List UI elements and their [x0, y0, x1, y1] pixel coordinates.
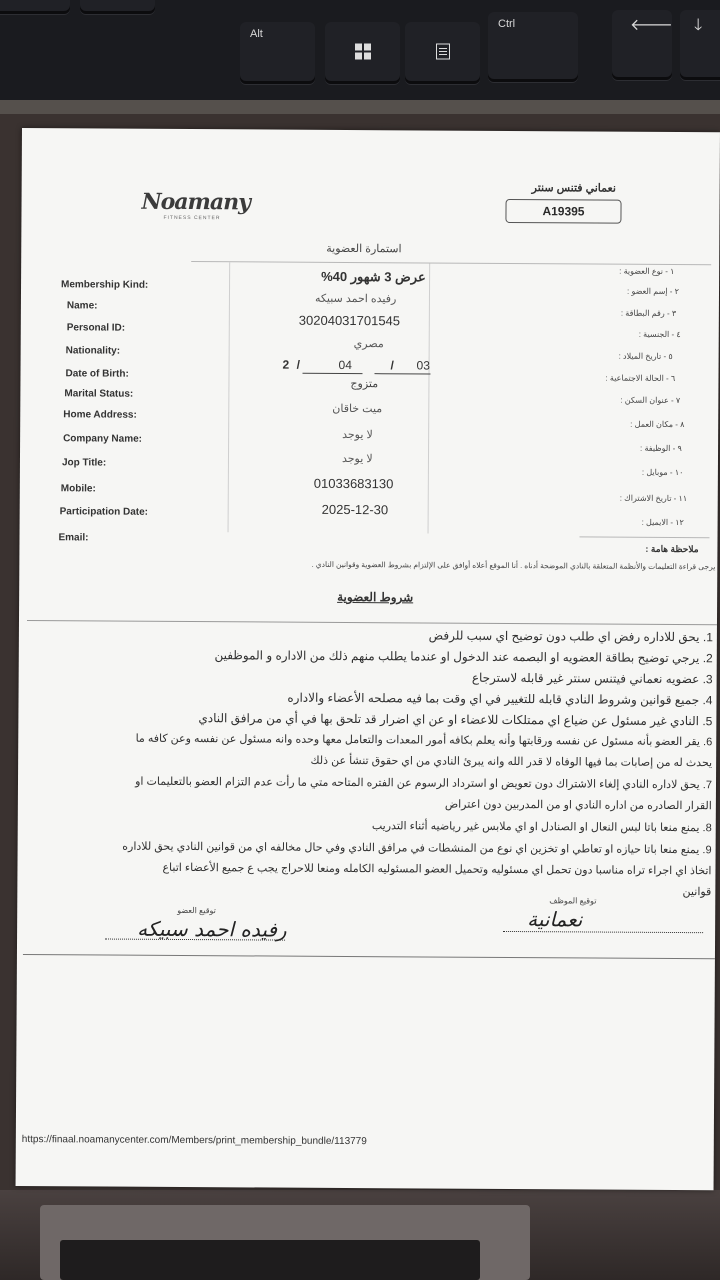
key-menu — [405, 22, 480, 84]
mobile-label-ar: ١٠ - موبايل : — [641, 467, 684, 478]
logo — [141, 189, 250, 222]
form-title: استمارة العضوية — [326, 242, 402, 256]
job-value: لا يوجد — [341, 452, 373, 466]
keyboard — [0, 0, 720, 110]
arrow-down-icon: 🡓 — [694, 17, 703, 34]
term-item-9-cont2: قوانين — [682, 886, 712, 899]
member-signature: رفيده احمد سبيكه — [137, 916, 287, 942]
dob-month: 04 — [338, 357, 352, 373]
dob-year: 2 — [282, 357, 290, 372]
address-label-ar: ٧ - عنوان السكن : — [620, 395, 681, 406]
membership-kind-value: عرض 3 شهور 40% — [321, 268, 426, 285]
note-rule — [580, 536, 710, 538]
term-item-7: 7. يحق لاداره النادي إلغاء الاشتراك دون تعويض او استرداد الرسوم عن الفتره المتاحه متي ما رأت عدم التزام العضو بالتعليمات او — [135, 775, 713, 792]
name-label-ar: ٢ - إسم العضو : — [626, 286, 679, 297]
key-ctrl — [488, 12, 578, 82]
company-value: لا يوجد — [342, 428, 373, 442]
term-item-9-cont: اتخاذ اي اجراء تراه مناسبا دون تحمل اي مسئوليه وتحميل العضو المسئوليه الكامله ومنعا للاحراج يجب ع جميع الأعضاء اتباع — [162, 861, 712, 878]
staff-signature-line — [503, 931, 703, 933]
footer-url: https://finaal.noamanycenter.com/Members/print_membership_bundle/113779 — [21, 1134, 367, 1148]
term-item-8: 8. يمنع منعا باتا لبس النعال او الصنادل او اي ملابس غير رياضيه أثناء التدريب — [371, 820, 712, 835]
membership-kind-label-ar: ١ - نوع العضوية : — [619, 266, 675, 276]
personal-id-label: Personal ID: — [66, 322, 126, 334]
dob-day: 03 — [416, 358, 430, 373]
key-left-arrow — [612, 10, 672, 80]
note-text: يرجى قراءة التعليمات والأنظمة المتعلقة بالنادي الموضحة أدناه . أنا الموقع أعلاه أوافق على الإلتزام بشروط العضوية وقوانين النادي . — [311, 559, 716, 572]
job-label-ar: ٩ - الوظيفة : — [640, 443, 682, 454]
dob-sep2: / — [390, 358, 394, 373]
dob-label: Date of Birth: — [65, 368, 129, 380]
nationality-value: مصري — [353, 338, 384, 351]
participation-label: Participation Date: — [59, 506, 149, 518]
dob-label-ar: ٥ - تاريخ الميلاد : — [618, 351, 673, 361]
key-alt — [240, 22, 315, 84]
personal-id-value: 30204031701545 — [298, 312, 401, 329]
term-item-6-cont: يحدث له من إصابات بما فيها الوفاه لا قدر الله وانه يبرئ النادي من اي حقوق تنشأ عن ذلك — [310, 754, 713, 770]
dob-sep1: / — [296, 357, 300, 372]
menu-icon — [436, 44, 450, 63]
dob-value — [282, 357, 430, 373]
staff-signature: نعمانية — [527, 907, 583, 932]
membership-form-paper — [16, 128, 720, 1190]
marital-value: متزوج — [350, 378, 379, 391]
term-item-9: 9. يمنع منعا باتا حيازه او تعاطي او تخزين اي نوع من المنشطات في مرافق النادي وفي حال مخالفه اي من قوانين النادي يحق للاداره — [122, 840, 712, 857]
company-label: Company Name: — [63, 433, 143, 445]
desk-object-dark — [60, 1240, 480, 1280]
term-item-7-cont: القرار الصادره من اداره النادي او من المدربين دون اعتراض — [444, 798, 712, 813]
nationality-label: Nationality: — [65, 345, 121, 357]
term-item-1: 1. يحق للاداره رفض اي طلب دون توضيح اي سبب للرفض — [428, 628, 713, 645]
left-vertical-rule — [228, 262, 231, 532]
ctrl-label: Ctrl — [498, 18, 516, 30]
bottom-rule — [23, 954, 715, 959]
alt-label: Alt — [250, 28, 263, 40]
member-code-box: A19395 — [505, 199, 621, 224]
term-item-6: 6. يقر العضو بأنه مسئول عن نفسه ورقابتها وأنه يعلم بكافه أمور المعدات والتعامل معها وحده وانه مسئول عن نفسه وعن كافه ما — [135, 732, 713, 749]
mobile-value: 01033683130 — [313, 475, 394, 492]
windows-icon — [355, 44, 371, 63]
key-down-arrow — [680, 10, 720, 80]
laptop-edge — [0, 100, 720, 114]
nationality-label-ar: ٤ - الجنسية : — [638, 329, 681, 340]
address-label: Home Address: — [63, 409, 137, 421]
marital-label-ar: ٦ - الحالة الاجتماعية : — [605, 373, 676, 383]
personal-id-label-ar: ٣ - رقم البطاقة : — [620, 308, 677, 318]
term-item-4: 4. جميع قوانين وشروط النادي قابله للتغيير في اي وقت بما فيه مصلحه الأعضاء والاداره — [287, 690, 713, 708]
name-label: Name: — [66, 300, 98, 312]
participation-value: 2025-12-30 — [321, 501, 389, 518]
key-windows — [325, 22, 400, 84]
right-vertical-rule — [428, 263, 431, 533]
mobile-label: Mobile: — [60, 483, 96, 495]
membership-kind-label: Membership Kind: — [61, 279, 149, 291]
staff-signature-label: توقيع الموظف — [549, 896, 597, 906]
key-top-2 — [80, 0, 155, 14]
arrow-left-icon: 🡐 — [630, 17, 673, 34]
member-signature-label: توقيع العضو — [177, 905, 216, 916]
address-value: ميت خاقان — [332, 402, 383, 416]
key-top-left — [0, 0, 70, 14]
logo-text: Noamany — [141, 188, 250, 216]
terms-title: شروط العضوية — [337, 589, 414, 605]
name-value: رفيده احمد سبيكه — [314, 292, 397, 306]
dob-day-line — [375, 373, 431, 374]
term-item-2: 2. يرجي توضيح بطاقة العضويه او البصمه عند الدخول او عندما يطلب منهم ذلك من الاداره و الموظفين — [214, 648, 713, 666]
logo-subtext: FITNESS CENTER — [163, 214, 221, 222]
email-label: Email: — [58, 532, 89, 544]
term-item-5: 5. النادي غير مسئول عن ضياع اي ممتلكات للاعضاء او عن اي اضرار قد تلحق بها في أي من مرافق النادي — [198, 711, 713, 729]
note-label: ملاحظة هامة : — [645, 543, 699, 555]
terms-rule — [27, 620, 717, 625]
header-rule — [191, 261, 711, 265]
marital-label: Marital Status: — [64, 388, 134, 400]
dob-month-line — [303, 373, 363, 374]
participation-label-ar: ١١ - تاريخ الاشتراك : — [619, 493, 688, 504]
term-item-3: 3. عضويه نعماني فيتنس سنتر غير قابله لاسترجاع — [471, 670, 713, 687]
company-label-ar: ٨ - مكان العمل : — [630, 419, 685, 430]
center-name: نعماني فتنس سنتر — [531, 182, 616, 195]
email-label-ar: ١٢ - الايميل : — [641, 517, 684, 528]
job-label: Jop Title: — [61, 457, 107, 469]
